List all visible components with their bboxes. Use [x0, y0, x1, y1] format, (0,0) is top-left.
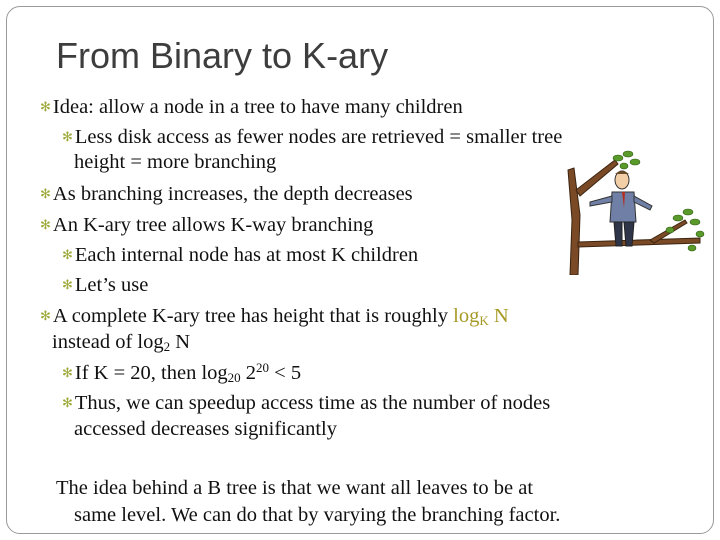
slide-title: From Binary to K-ary	[56, 35, 389, 76]
bullet-icon: ✻	[40, 100, 51, 115]
bullet-icon: ✻	[62, 278, 73, 293]
bullet-icon: ✻	[62, 366, 73, 381]
bullet-line-6: ✻Let’s use	[62, 274, 149, 296]
bullet-line-5: ✻Each internal node has at most K children	[62, 244, 419, 266]
man-in-tree-clipart	[560, 150, 705, 275]
bullet-icon: ✻	[62, 130, 73, 145]
bullet-icon: ✻	[62, 248, 73, 263]
bullet-line-1: ✻Idea: allow a node in a tree to have many children	[40, 96, 463, 118]
bullet-line-10-cont: accessed decreases significantly	[74, 418, 337, 440]
bullet-icon: ✻	[40, 309, 51, 324]
bullet-icon: ✻	[40, 187, 51, 202]
bullet-line-3: ✻As branching increases, the depth decreases	[40, 183, 413, 205]
bullet-line-10: ✻Thus, we can speedup access time as the number of nodes	[62, 392, 551, 414]
bullet-line-2: ✻Less disk access as fewer nodes are retrieved = smaller tree	[62, 126, 563, 148]
bullet-line-2-cont: height = more branching	[74, 151, 277, 173]
note-line-1: The idea behind a B tree is that we want all leaves to be at	[56, 477, 534, 499]
note-line-2: same level. We can do that by varying the branching factor.	[74, 504, 561, 526]
bullet-icon: ✻	[40, 218, 51, 233]
bullet-line-7-cont: instead of $\log_2 N$	[52, 331, 191, 354]
bullet-icon: ✻	[62, 396, 73, 411]
bullet-line-7: ✻A complete K-ary tree has height that is roughly $\log_K N$	[40, 305, 509, 328]
bullet-line-4: ✻An K-ary tree allows K-way branching	[40, 214, 374, 236]
log-k-expression: $\log_K N$	[453, 305, 509, 328]
bullet-line-9: ✻If K = 20, then $\log_{20} 2^{20} < 5$	[62, 360, 302, 385]
